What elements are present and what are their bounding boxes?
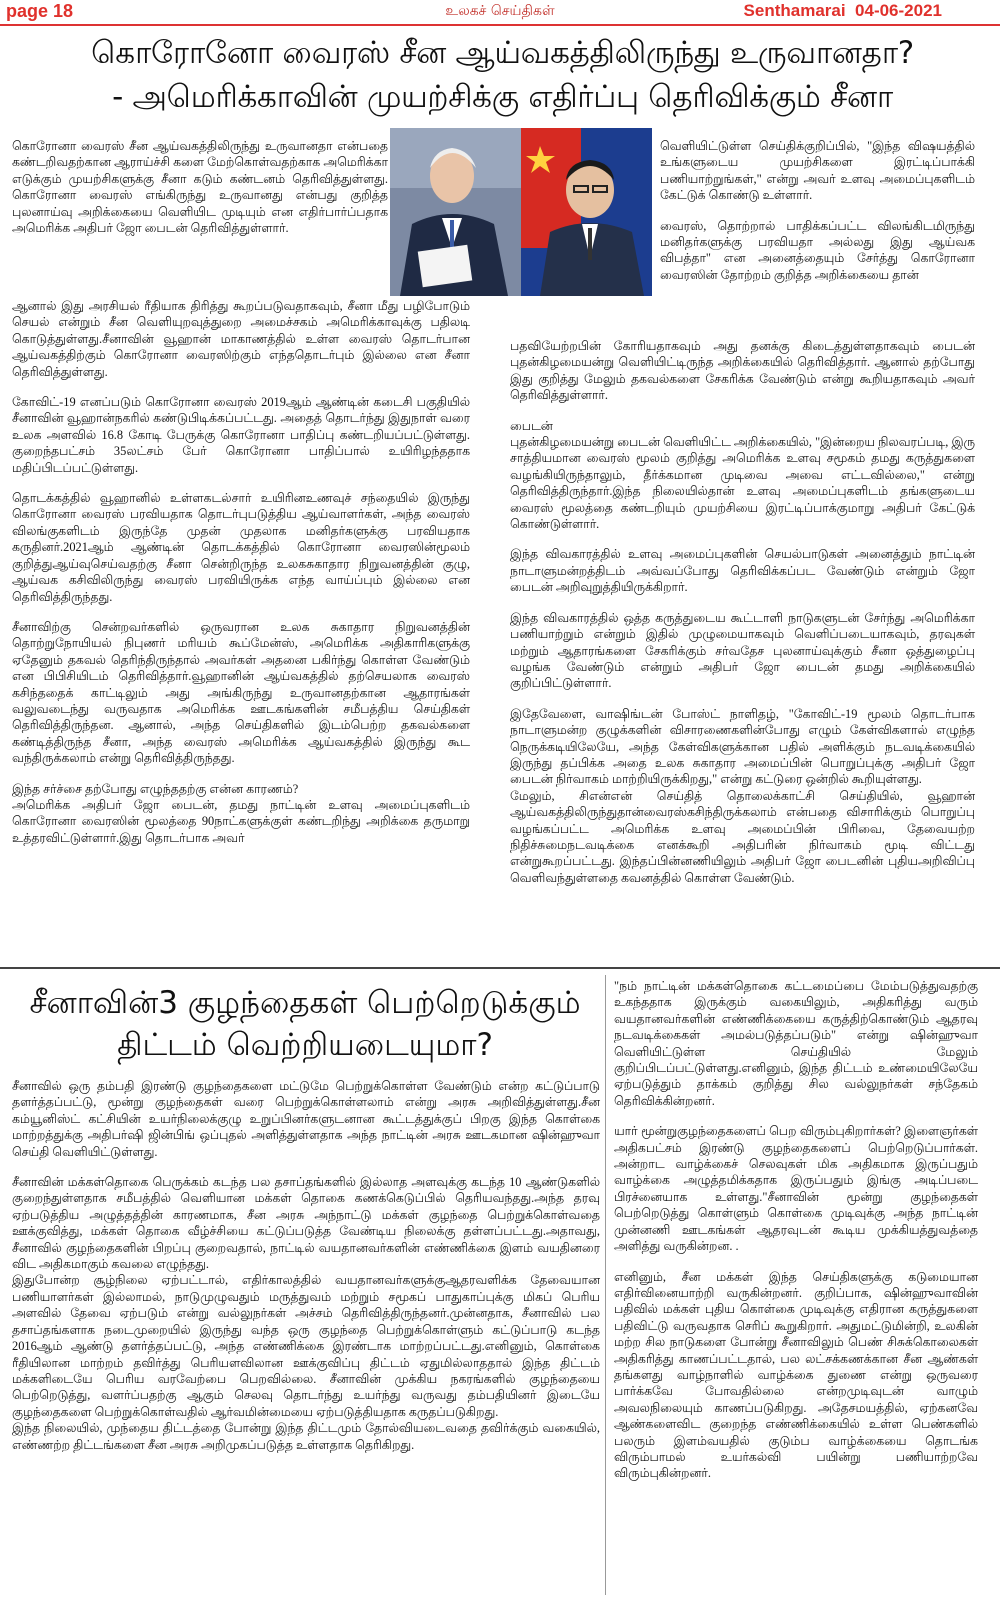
article1-paragraph: ஆனால் இது அரசியல் ரீதியாக திரித்து கூறப்படுவதாகவும், சீனா மீது பழிபோடும் செயல் என்றும் சீன வெளியுறவுத்துறை அமைச்சகம் அமெரிக்காவுக்கு பதிலடி கொடுத்துள்ளது.சீனாவின் வூஹான் மாகாணத்தில் உள்ள வைரஸ் தொடர்பான ஆய்வகத்திற்கும் கொரோனா வைரஸிற்கும் எந்ததொடர்பும் இல்லை என சீனா தெரிவித்துள்ளது. (12, 299, 470, 379)
article1-paragraph: வைரஸ், தொற்றால் பாதிக்கப்பட்ட விலங்கிடமிருந்து மனிதர்களுக்கு பரவியதா அல்லது இது ஆய்வக விபத்தா" என அனைத்தையும் சேர்த்து கொரோனா வைரஸின் தோற்றம் குறித்த அறிக்கையை தான் (660, 218, 975, 282)
article1-paragraph: கொரோனா வைரஸ் சீன ஆய்வகத்திலிருந்து உருவானதா என்பதை கண்டறிவதற்கான ஆராய்ச்சி களை மேற்கொள்வதற்காக அமெரிக்கா எடுக்கும் முயற்சிகளுக்கு சீனா கடும் கண்டனம் தெரிவித்துள்ளது. கொரோனா வைரஸ் எங்கிருந்து உருவானது என்பது குறித்த புலனாய்வு அறிக்கையை வெளியிட முடியும் என எதிர்பார்ப்பதாக அமெரிக்க அதிபர் ஜோ பைடன் தெரிவித்துள்ளார். (12, 139, 388, 236)
section-name: உலகச் செய்திகள் (445, 3, 555, 19)
article1-paragraph: இதேவேளை, வாஷிங்டன் போஸ்ட் நாளிதழ், "கோவிட்-19 மூலம் தொடர்பாக நாடாளுமன்ற குழுக்களின் விசாரணைகளின்போது எழும் கேள்விகளால் எழுந்த நெருக்கடியிலேயே, அந்த கேள்விகளுக்கான பதில் அளிக்கும் நடவடிக்கையில் இருந்து தப்பிக்க அதை உலக சுகாதார அமைப்பின் பொறுப்புக்கு அதிபர் ஜோ பைடன் நிர்வாகம் மாற்றியிருக்கிறது," என்று கட்டுரை ஒன்றில் கூறியுள்ளது. மேலும், சிஎன்என் செய்தித் தொலைக்காட்சி செய்தியில், வூஹான் ஆய்வகத்திலிருந்துதான்வைரஸ்கசிந்திருக்கலாம் என்பதை விசாரிக்கும் பொறுப்பு வழங்கப்பட்ட அமெரிக்க உளவு அமைப்பின் பிரிவை, தேவையற்ற நிதிச்சுமைநடவடிக்கை எனக்கூறி அதிபரின் நிர்வாகம் மூடி விட்டது என்றுகூறப்பட்டது. இந்தப்பின்னணியிலும் அதிபர் ஜோ பைடனின் புதியஅறிவிப்பு வெளிவந்துள்ளதை கவனத்தில் கொள்ள வேண்டும். (510, 706, 975, 885)
article2-paragraph: சீனாவின் மக்கள்தொகை பெருக்கம் கடந்த பல தசாப்தங்களில் இல்லாத அளவுக்கு கடந்த 10 ஆண்டுகளில் குறைந்துள்ளதாக சமீபத்தில் வெளியான மக்கள் தொகை கணக்கெடுப்பில் தெரியவந்தது.அந்த தரவு ஏற்படுத்திய அழுத்தத்தின் காரணமாக, சீன அரசு அந்நாட்டு மக்கள் குழந்தை பெற்றுக்கொள்வதை ஊக்குவித்து, மக்கள் தொகை வீழ்ச்சியை கட்டுப்படுத்த வேண்டிய நிலைக்கு தள்ளப்பட்டது.அதாவது, சீனாவில் குழந்தைகளின் பிறப்பு குறைவதால், நாட்டில் வயதானவர்களின் எண்ணிக்கை இளம் வயதினரை விட அதிகமாகும் கவலை எழுந்தது. இதுபோன்ற சூழ்நிலை ஏற்பட்டால், எதிர்காலத்தில் வயதானவர்களுக்குஆதரவளிக்க தேவையான பணியாளர்கள் இல்லாமல், நாடுமுழுவதும் மருத்துவம் மற்றும் சமூகப் பாதுகாப்புக்கு மிகப் பெரிய அளவில் தேவை ஏற்படும் என்று வல்லுநர்கள் அச்சம் தெரிவித்திருந்தனர்.முன்னதாக, சீனாவில் பல தசாப்தங்களாக நடைமுறையில் இருந்து வந்த ஒரு குழந்தை பெற்றுக்கொள்ளும் கட்டுப்பாடு கடந்த 2016ஆம் ஆண்டு தளர்த்தப்பட்டு, அந்த எண்ணிக்கை இரண்டாக மாற்றப்பட்டது.எனினும், கொள்கை ரீதியிலான மாற்றம் தவிர்த்து பெரியளவிலான ஊக்குவிப்பு திட்டம் ஏதுமில்லாததால் இந்த திட்டம் மக்களிடையே பெரிய வரவேற்பை பெறவில்லை. சீனாவின் முக்கிய நகரங்களில் குழந்தையை பெற்றெடுத்து, வளர்ப்பதற்கு ஆகும் செலவு தொடர்ந்து உயர்ந்து வருவது தம்பதியினர் இடையே குழந்தைகளை பெற்றுக்கொள்வதில் ஆர்வமின்மையை ஏற்படுத்தியதாக கருதப்படுகிறது. இந்த நிலையில், முந்தைய திட்டத்தை போன்று இந்த திட்டமும் தோல்வியடைவதை தவிர்க்கும் வகையில், எண்ணற்ற திட்டங்களை சீன அரசு அறிமுகப்படுத்த உள்ளதாக தெரிகிறது. (12, 1175, 600, 1452)
news-photo-icon (390, 128, 652, 296)
article1-paragraph: கோவிட்-19 எனப்படும் கொரோனா வைரஸ் 2019ஆம் ஆண்டின் கடைசி பகுதியில் சீனாவின் வூஹான்நகரில் கண்டுபிடிக்கப்பட்டது. அதைத் தொடர்ந்து இதுநாள் வரை உலக அளவில் 16.8 கோடி பேருக்கு கொரோனா பாதிப்பு கண்டறியப்பட்டுள்ளது. குறைந்தபட்சம் 35லட்சம் பேர் கொரோனா பாதிப்பால் உயிரிழந்ததாக மதிப்பிடப்பட்டுள்ளது. (12, 395, 470, 475)
article2-left-column (12, 1078, 600, 1467)
article2-headline-line2: திட்டம் வெற்றியடையுமா? (117, 1027, 493, 1063)
paper-date (744, 1, 942, 21)
article2-headline-line1: சீனாவின்3 குழந்தைகள் பெற்றெடுக்கும் (29, 985, 581, 1021)
paper-name: Senthamarai (743, 1, 846, 20)
page-header (0, 0, 1000, 26)
page-number: page 18 (6, 1, 74, 21)
article2-paragraph: எனினும், சீன மக்கள் இந்த செய்திகளுக்கு கடுமையான எதிர்வினையாற்றி வருகின்றனர். குறிப்பாக, ஷின்ஹுவாவின் பதிவில் மக்கள் புதிய கொள்கை முடிவுக்கு எதிரான கருத்துகளை பதிவிட்டு வருவதாக செரிப் கூறுகிறார். அதுமட்டுமின்றி, உலகின் மற்ற சில நாடுகளை போன்று சீனாவிலும் பெண் சிசுக்கொலைகள் அதிகரித்து காணப்பட்டதால், பல லட்சக்கணக்கான சீன ஆண்கள் தங்களது வாழ்நாளில் வாழ்க்கை துணை என்று ஒருவரை பார்க்கவே போவதில்லை என்றமுடிவுடன் வாழும் அவலநிலையும் காணப்படுகிறது. அதேசமயத்தில், ஏற்கனவே ஆண்களைவிட குறைந்த எண்ணிக்கையில் உள்ள பெண்களில் பலரும் இளம்வயதில் குடும்ப வாழ்க்கையை தொடங்க விரும்பாமல் உயர்கல்வி பயின்று பணியாற்றவே விரும்புகின்றனர். (614, 1269, 978, 1481)
column-rule (605, 975, 606, 1595)
article2-paragraph: "நம் நாட்டின் மக்கள்தொகை கட்டமைப்பை மேம்படுத்துவதற்கு உகந்ததாக இருக்கும் வகையிலும், அதிகரித்து வரும் வயதானவர்களின் எண்ணிக்கையை கருத்திற்கொண்டும் ஆதரவு நடவடிக்கைகள் அமல்படுத்தப்படும்" என்று ஷின்ஹுவா வெளியிட்டுள்ள செய்தியில் மேலும் குறிப்பிடப்பட்டுள்ளது.எனினும், இந்த திட்டம் உண்மையிலேயே ஏற்படுத்தும் தாக்கம் குறித்து சில வல்லுநர்கள் சந்தேகம் தெரிவிக்கின்றனர். (614, 979, 978, 1108)
article1-paragraph: இந்த விவகாரத்தில் ஒத்த கருத்துடைய கூட்டாளி நாடுகளுடன் சேர்ந்து அமெரிக்கா பணியாற்றும் என்றும் இதில் முழுமையாகவும் வெளிப்படையாகவும், தரவுகள் மற்றும் ஆதாரங்களை சேகரிக்கும் சர்வதேச புலனாய்வுக்கும் சீனா ஒத்துழைப்பு வழங்க வேண்டும் என்றும் அதிபர் ஜோ பைடன் தமது அறிக்கையில் குறிப்பிட்டுள்ளார். (510, 610, 975, 691)
article1-paragraph: தொடக்கத்தில் வூஹானில் உள்ளகடல்சார் உயிரினஉணவுச் சந்தையில் இருந்து கொரோனா வைரஸ் பரவியதாக தொடர்புபடுத்திய ஆய்வாளர்கள், அந்த வைரஸ் விலங்குகளிடம் இருந்தே முதன் முதலாக மனிதர்களுக்கு பரவியதாக கருதினர்.2021ஆம் ஆண்டின் தொடக்கத்தில் கொரோனா வைரஸின்மூலம் குறித்துஆய்வுசெய்வதற்கு சீனா சென்றிருந்த உலகசுகாதார நிறுவனத்தின் குழு, ஆய்வக கசிவிலிருந்து வைரஸ் பரவியிருக்க எந்த வாய்ப்பும் இல்லை என தெரிவித்திருந்தது. (12, 491, 470, 604)
article1-headline-line1: கொரோனோ வைரஸ் சீன ஆய்வகத்திலிருந்து உருவானதா? (91, 35, 914, 71)
news-photo (390, 128, 652, 296)
article1-paragraph: இந்த விவகாரத்தில் உளவு அமைப்புகளின் செயல்பாடுகள் அனைத்தும் நாட்டின் நாடாளுமன்றத்திடம் அவ்வப்போது தெரிவிக்கப்பட வேண்டும் என்றும் ஜோ பைடன் அறிவுறுத்தியிருக்கிறார். (510, 547, 975, 595)
article2-right-column (614, 978, 978, 1496)
issue-date: 04-06-2021 (855, 1, 942, 20)
article2-paragraph: சீனாவில் ஒரு தம்பதி இரண்டு குழந்தைகளை மட்டுமே பெற்றுக்கொள்ள வேண்டும் என்ற கட்டுப்பாடு தளர்த்தப்பட்டு, மூன்று குழந்தைகள் வரை பெற்றுக்கொள்ளலாம் என்று அரசு அறிவித்துள்ளது.சீன கம்யூனிஸ்ட் கட்சியின் உயர்நிலைக்குழு உறுப்பினர்களுடனான கூட்டத்துக்குப் பிறகு இந்த கொள்கை மாற்றத்துக்கு அதிபர்ஷி ஜின்பிங் ஒப்புதல் அளித்துள்ளதாக அந்த நாட்டின் அரசு ஊடகமான ஷின்ஹுவா செய்தி வெளியிட்டுள்ளது. (12, 1079, 600, 1159)
article2-paragraph: யார் மூன்றுகுழந்தைகளைப் பெற விரும்புகிறார்கள்? இளைஞர்கள் அதிகபட்சம் இரண்டு குழந்தைகளைப் பெற்றெடுப்பார்கள். அன்றாட வாழ்க்கைச் செலவுகள் மிக அதிகமாக இருப்பதும் வாழ்க்கை அழுத்தமிக்கதாக இருப்பதும் இங்கு அடிப்படை பிரச்னையாக உள்ளது."சீனாவின் மூன்று குழந்தைகள் பெற்றெடுத்து கொள்ளும் கொள்கை முடிவுக்கு அந்த நாட்டின் முன்னணி ஊடகங்கள் ஆதரவுடன் கூடிய முக்கியத்துவத்தை அளித்து வருகின்றன. . (614, 1124, 978, 1254)
article-divider (0, 967, 1000, 969)
article1-left-column (12, 298, 470, 860)
article1-paragraph: இந்த சர்ச்சை தற்போது எழுந்ததற்கு என்ன காரணம்? அமெரிக்க அதிபர் ஜோ பைடன், தமது நாட்டின் உளவு அமைப்புகளிடம் கொரோனா வைரஸின் மூலத்தை 90நாட்களுக்குள் கண்டறிந்து அறிக்கை தருமாறு உத்தரவிட்டுள்ளார்.இது தொடர்பாக அவர் (12, 781, 470, 845)
article1-paragraph: சீனாவிற்கு சென்றவர்களில் ஒருவரான உலக சுகாதார நிறுவனத்தின் தொற்றுநோயியல் நிபுணர் மரியம் கூப்மேன்ஸ், அமெரிக்க அதிகாரிகளுக்கு ஏதேனும் தகவல் தெரிந்திருந்தால் அவர்கள் அதனை பகிர்ந்து கொள்ள வேண்டும் என பிபிசியிடம் தெரிவித்தார்.வூஹானின் ஆய்வகத்தில் தற்செயலாக வைரஸ் கசிந்ததைக் காட்டிலும் அது அங்கிருந்து உருவானதற்கான ஆதாரங்கள் வலுவடைந்து வருவதாக அமெரிக்க ஊடகங்களின் சமீபத்திய செய்திகள் தெரிவித்திருந்தன. ஆனால், அந்த செய்திகளில் இடம்பெற்ற தகவல்களை கண்டித்திருந்த சீனா, அந்த வைரஸ் அமெரிக்க ஆய்வகத்தில் இருந்து கூட வந்திருக்கலாம் என்று தெரிவித்திருந்தது. (12, 619, 470, 766)
article1-right-column (510, 338, 975, 900)
article1-left-column-top (12, 138, 388, 250)
article1-paragraph: பைடன் புதன்கிழமையன்று பைடன் வெளியிட்ட அறிக்கையில், "இன்றைய நிலவரப்படி, இரு சாத்தியமான வைரஸ் மூலம் குறித்து அமெரிக்க உளவு சமூகம் தமது கருத்துகளை வழங்கியிருந்தாலும், தீர்க்கமான முடிவை அவை எட்டவில்லை," என்று தெரிவித்திருந்தார்.இந்த நிலையில்தான் உளவு அமைப்புகளிடம் தங்களுடைய வைரஸ் மூலத்தை கண்டறியும் முயற்சியை இரட்டிப்பாக்குமாறு அதிபர் கேட்டுக் கொண்டுள்ளார். (510, 418, 975, 532)
article1-headline-line2: - அமெரிக்காவின் முயற்சிக்கு எதிர்ப்பு தெரிவிக்கும் சீனா (112, 79, 893, 115)
article1-right-column-top (660, 138, 975, 297)
article1-paragraph: பதவியேற்றபின் கோரியதாகவும் அது தனக்கு கிடைத்துள்ளதாகவும் பைடன் புதன்கிழமையன்று வெளியிட்டிருந்த அறிக்கையில் தெரிவித்தார். ஆனால் தற்போது இது குறித்து மேலும் தகவல்களை சேகரிக்க வேண்டும் என்று கூறியதாகவும் அவர் தெரிவித்துள்ளார். (510, 339, 975, 403)
article1-paragraph: வெளியிட்டுள்ள செய்திக்குறிப்பில், "இந்த விஷயத்தில் உங்களுடைய முயற்சிகளை இரட்டிப்பாக்கி பணியாற்றுங்கள்," என்று அவர் உளவு அமைப்புகளிடம் கேட்டுக் கொண்டு உள்ளார். (660, 139, 975, 203)
